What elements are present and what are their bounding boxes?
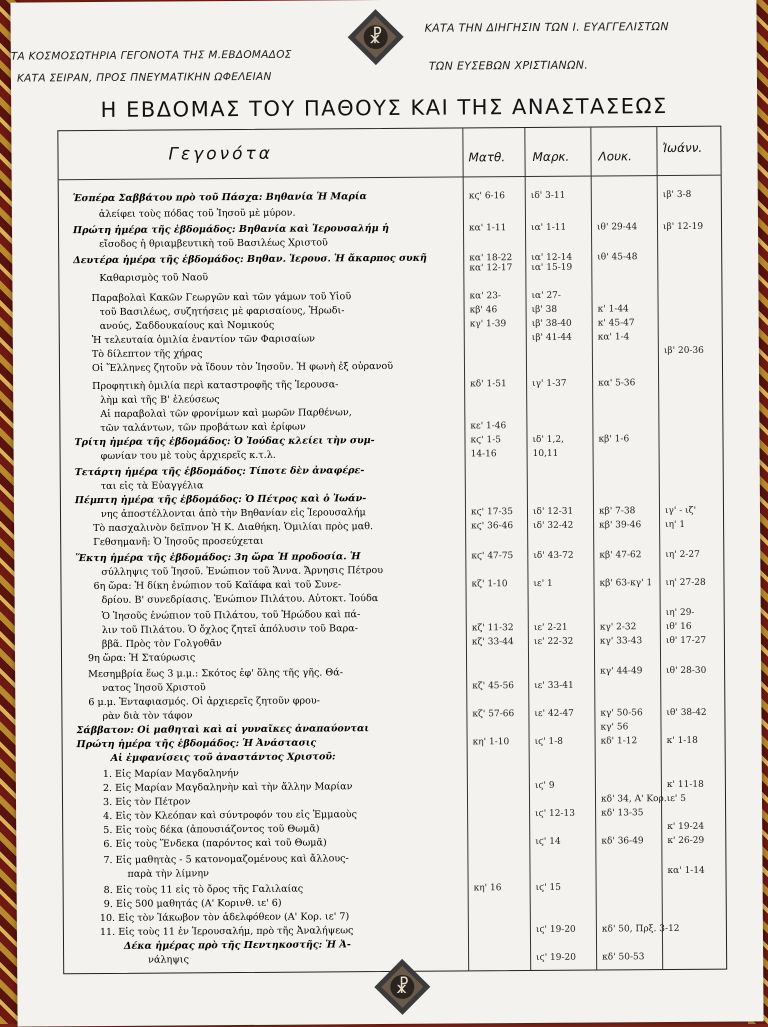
luke-ref: ιθ' 29-44 [596, 222, 638, 233]
event-text: 8. Εἰς τοὺς 11 εἰς τὸ ὄρος τῆς Γαλιλαίας [103, 883, 304, 896]
event-text: Τὸ δίλεπτον τῆς χήρας [91, 348, 203, 361]
event-text: φωνίαν του μὲ τοὺς ἀρχιερεῖς κ.τ.λ. [100, 449, 276, 462]
mark-ref: ιε' 33-41 [534, 680, 574, 691]
luke-ref: κβ' 39-46 [599, 520, 642, 531]
mark-ref: ιϛ' 1-8 [534, 736, 564, 747]
luke-ref: κδ' 36-49 [601, 836, 644, 847]
mark-ref: 10,11 [532, 448, 559, 459]
luke-ref: κδ' 34, Α' Κορ.ιε' 5 [600, 793, 686, 805]
event-text: τοῦ Βασιλέως, συζητήσεις μὲ φαρισαίους, Ἡρωδι- [99, 305, 345, 319]
mark-ref: ια' 15-19 [531, 262, 573, 273]
john-ref: κ' 1-18 [666, 735, 698, 747]
column-header-john: Ἰωάνν. [662, 140, 703, 156]
event-text: δρίου. Β' συνεδρίασις. Ἐνώπιον Πιλάτου. Αὐτοκτ. Ἰούδα [101, 593, 379, 606]
event-text: Αἱ ἐμφανίσεις τοῦ ἀναστάντος Χριστοῦ: [110, 751, 336, 764]
matthew-ref: κζ' 33-44 [471, 637, 514, 648]
matthew-ref: κϛ' 36-46 [471, 521, 514, 532]
event-text: 1. Εἰς Μαρίαν Μαγδαληνήν [102, 768, 239, 780]
john-ref: κ' 11-18 [666, 779, 704, 791]
event-text: παρὰ τὴν λίμνην [127, 868, 209, 880]
event-text: Τρίτη ἡμέρα τῆς ἑβδομάδος: Ὁ Ἰούδας κλείει τὴν συμ- [74, 435, 375, 449]
mark-ref: ιϛ' 12-13 [535, 808, 576, 819]
mark-ref: ιε' 22-32 [533, 636, 574, 647]
mark-ref: ιβ' 38 [531, 304, 558, 315]
event-text: 4. Εἰς τὸν Κλεόπαν καὶ σύντροφόν του εἰς Ἐμμαοὺς [103, 809, 358, 822]
luke-ref: κβ' 7-38 [598, 506, 636, 517]
event-text: 6. Εἰς τοὺς Ἕνδεκα (παρόντος καὶ τοῦ Θωμᾶ) [103, 837, 327, 850]
header-line1-right: ΚΑΤΑ ΤΗΝ ΔΙΗΓΗΣΙΝ ΤΩΝ Ι. ΕΥΑΓΓΕΛΙΣΤΩΝ [424, 20, 669, 35]
luke-ref: κ' 1-44 [597, 304, 629, 315]
matthew-ref: κδ' 1-51 [470, 379, 507, 390]
john-ref: ιθ' 28-30 [666, 665, 707, 677]
luke-ref: κδ' 1-12 [600, 736, 638, 747]
mark-ref: ιϛ' 9 [534, 780, 555, 791]
matthew-ref: κϛ' 17-35 [470, 507, 513, 518]
event-text: Δέκα ἡμέρας πρὸ τῆς Πεντηκοστῆς: Ἡ Ἀ- [123, 939, 351, 952]
matthew-ref: κβ' 46 [469, 305, 498, 316]
mark-ref: ιγ' 1-37 [532, 378, 567, 389]
event-text: Τὸ πασχαλινὸν δεῖπνον Ἡ Κ. Διαθήκη. Ὁμιλίαι πρὸς μαθ. [93, 521, 374, 535]
event-text: 11. Εἰς τοὺς 11 ἐν Ἱερουσαλήμ, πρὸ τῆς Ἀναλήψεως [99, 925, 354, 939]
event-text: Πρώτη ἡμέρα τῆς ἑβδομάδος: Βηθανία καὶ Ἱερουσαλήμ ἡ [72, 222, 390, 237]
event-text: Δευτέρα ἡμέρα τῆς ἑβδομάδος: Βηθαν. Ἱερουσ. Ἡ ἄκαρπος συκῆ [73, 252, 427, 267]
mark-ref: ιε' 2-21 [533, 622, 568, 633]
mark-ref: ια' 27- [531, 290, 561, 301]
event-text: 10. Εἰς τὸν Ἰάκωβον τὸν ἀδελφόθεον (Α' Κορ. ιε' 7) [99, 911, 350, 925]
matthew-ref: κζ' 45-56 [472, 681, 515, 692]
event-text: Σάββατον: Οἱ μαθηταὶ καὶ αἱ γυναῖκες ἀναπαύονται [76, 723, 369, 737]
event-text: λιν τοῦ Πιλάτου. Ὁ ὄχλος ζητεῖ ἀπόλυσιν τοῦ Βαρα- [101, 623, 358, 636]
column-header-matthew: Ματθ. [468, 150, 506, 165]
luke-ref: κγ' 2-32 [599, 622, 637, 633]
matthew-ref: κϛ' 1-5 [470, 435, 502, 446]
mark-ref: ιδ' 43-72 [533, 550, 574, 561]
john-ref: ιθ' 17-27 [665, 635, 707, 647]
john-ref: ιθ' 38-42 [666, 707, 707, 719]
luke-ref: κδ' 13-35 [601, 808, 644, 819]
event-text: Οἱ Ἕλληνες ζητοῦν νὰ ἴδουν τὸν Ἰησοῦν. Ἡ φωνὴ ἐξ οὐρανοῦ [91, 360, 394, 375]
event-text: 6 μ.μ. Ἐνταφιασμός. Οἱ ἀρχιερεῖς ζητοῦν φρου- [88, 695, 321, 709]
event-text: ανούς, Σαδδουκαίους καὶ Νομικούς [99, 319, 275, 333]
event-text: 3. Εἰς τὸν Πέτρον [102, 796, 191, 808]
mark-ref: ια' 12-14 [531, 252, 573, 263]
event-text: ται εἰς τὰ Εὐαγγέλια [100, 480, 204, 492]
matthew-ref: κζ' 57-66 [472, 709, 515, 720]
john-ref: ιη' 27-28 [665, 577, 706, 589]
mark-ref: ιβ' 41-44 [531, 332, 572, 343]
luke-ref: κβ' 1-6 [598, 434, 630, 445]
event-text: νάληψις [148, 954, 189, 966]
luke-ref: ιθ' 45-48 [597, 252, 638, 263]
event-text: ββᾶ. Πρὸς τὸν Γολγοθᾶν [101, 638, 222, 650]
matthew-ref: κα' 23- [469, 291, 502, 302]
luke-ref: κγ' 50-56 [600, 708, 643, 719]
event-text: 9η ὥρα: Ἡ Σταύρωσις [87, 652, 196, 665]
luke-ref: κ' 45-47 [597, 318, 635, 329]
mark-ref: ιδ' 1,2, [532, 434, 565, 445]
mark-ref: ια' 1-11 [530, 222, 567, 233]
event-text: 6η ὥρα: Ἡ δίκη ἐνώπιον τοῦ Καϊάφα καὶ τοῦ Συνε- [93, 579, 342, 593]
luke-ref: κγ' 44-49 [600, 666, 643, 677]
mark-ref: ιδ' 3-11 [530, 190, 566, 201]
chi-rho-emblem-top [346, 8, 404, 66]
mark-ref: ιϛ' 19-20 [535, 924, 576, 935]
mark-ref: ιδ' 12-31 [532, 506, 574, 517]
john-ref: ιβ' 20-36 [663, 345, 704, 357]
matthew-ref: κϛ' 6-16 [468, 191, 506, 202]
luke-ref: κδ' 50-53 [602, 952, 645, 963]
matthew-ref: κη' 1-10 [472, 737, 510, 748]
matthew-ref: κζ' 1-10 [471, 579, 508, 590]
mark-ref: ιϛ' 15 [535, 882, 562, 893]
matthew-ref: κγ' 1-39 [469, 319, 507, 330]
john-ref: ιη' 29- [665, 607, 695, 619]
event-text: ρὰν διὰ τὸν τάφον [102, 710, 193, 722]
matthew-ref: κζ' 11-32 [471, 623, 514, 634]
mark-ref: ιϛ' 19-20 [536, 952, 577, 963]
mark-ref: ιδ' 32-42 [533, 520, 574, 531]
matthew-ref: κη' 16 [473, 883, 502, 894]
events-table [57, 126, 727, 975]
john-ref: κ' 26-29 [667, 835, 705, 847]
column-header-luke: Λουκ. [598, 149, 632, 164]
matthew-ref: κα' 18-22 [469, 253, 513, 264]
event-text: Ἡ τελευταία ὁμιλία ἐναντίον τῶν Φαρισαίων [91, 333, 316, 347]
john-ref: ιβ' 12-19 [662, 221, 704, 233]
event-text: νης ἀποστέλλονται ἀπὸ τὴν Βηθανίαν εἰς Ἱερουσαλήμ [100, 507, 366, 520]
event-text: ἀλείφει τοὺς πόδας τοῦ Ἰησοῦ μὲ μύρον. [98, 207, 296, 221]
john-ref: ιη' 2-27 [665, 549, 700, 561]
john-ref: κ' 19-24 [667, 821, 705, 833]
event-text: Γεθσημανῆ: Ὁ Ἰησοῦς προσεύχεται [93, 535, 264, 549]
mark-ref: ιβ' 38-40 [531, 318, 572, 329]
svg-text:☧: ☧ [395, 976, 410, 998]
event-text: λὴμ καὶ τῆς Β' ἐλεύσεως [100, 394, 220, 406]
luke-ref: κγ' 33-43 [599, 636, 643, 647]
event-text: Μεσημβρία ἕως 3 μ.μ.: Σκότος ἐφ' ὅλης τῆς γῆς. Θά- [88, 667, 344, 681]
mark-ref: ιε' 1 [533, 578, 553, 589]
event-text: Τετάρτη ἡμέρα τῆς ἑβδομάδος: Τίποτε δὲν ἀναφέρε- [74, 465, 365, 479]
event-text: 7. Εἰς μαθητὰς - 5 κατονομαζομένους καὶ ἄλλους- [103, 853, 349, 866]
event-text: Πρώτη ἡμέρα τῆς ἑβδομάδος: Ἡ Ἀνάστασις [76, 737, 317, 751]
event-text: τῶν ταλάντων, τῶν προβάτων καὶ ἐρίφων [100, 421, 306, 434]
event-text: Αἱ παραβολαὶ τῶν φρονίμων καὶ μωρῶν Παρθένων, [100, 407, 352, 420]
matthew-ref: κε' 1-46 [470, 421, 507, 432]
event-text: Ὁ Ἰησοῦς ἐνώπιον τοῦ Πιλάτου, τοῦ Ἡρώδου καὶ πά- [101, 609, 361, 622]
page-title: Η ΕΒΔΟΜΑΣ ΤΟΥ ΠΑΘΟΥΣ ΚΑΙ ΤΗΣ ΑΝΑΣΤΑΣΕΩΣ [100, 94, 668, 122]
matthew-ref: κα' 1-11 [468, 223, 507, 234]
event-text: 2. Εἰς Μαρίαν Μαγδαληνὴν καὶ τὴν ἄλλην Μαρίαν [102, 781, 353, 794]
event-text: εἴσοδος ἡ θριαμβευτικὴ τοῦ Βασιλέως Χριστοῦ [99, 237, 328, 251]
matthew-ref: κϛ' 47-75 [471, 551, 514, 562]
john-ref: ιθ' 16 [665, 621, 692, 633]
luke-ref: κβ' 63-κγ' 1 [599, 578, 653, 589]
event-text: Πέμπτη ἡμέρα τῆς ἑβδομάδος: Ὁ Πέτρος καὶ ὁ Ἰωάν- [74, 493, 367, 507]
column-header-mark: Μαρκ. [532, 149, 570, 164]
event-text: Ἑσπέρα Σαββάτου πρὸ τοῦ Πάσχα: Βηθανία Ἡ Μαρία [72, 191, 367, 205]
luke-ref: κγ' 56 [600, 722, 629, 733]
mark-ref: ιϛ' 14 [535, 836, 561, 847]
paper-sheet [10, 0, 763, 1027]
header-line2-left: ΚΑΤΑ ΣΕΙΡΑΝ, ΠΡΟΣ ΠΝΕΥΜΑΤΙΚΗΝ ΩΦΕΛΕΙΑΝ [16, 70, 272, 85]
event-text: σύλληψις τοῦ Ἰησοῦ. Ἐνώπιον τοῦ Ἄννα. Ἄρνησις Πέτρου [101, 565, 384, 578]
event-text: νατος Ἰησοῦ Χριστοῦ [102, 682, 206, 694]
john-ref: ιβ' 3-8 [662, 189, 692, 201]
event-text: Προφητικὴ ὁμιλία περὶ καταστροφῆς τῆς Ἱερουσα- [92, 379, 339, 393]
event-text: Καθαρισμὸς τοῦ Ναοῦ [99, 272, 209, 285]
luke-ref: κβ' 47-62 [599, 550, 642, 561]
event-text: 5. Εἰς τοὺς δέκα (ἀπουσιάζοντος τοῦ Θωμᾶ) [103, 823, 320, 836]
column-header-events: Γεγονότα [168, 143, 274, 165]
svg-text:☧: ☧ [368, 27, 383, 49]
john-ref: ιη' 1 [665, 519, 686, 531]
event-text: Παραβολαὶ Κακῶν Γεωργῶν καὶ τῶν γάμων τοῦ Υἱοῦ [91, 291, 352, 305]
matthew-ref: κα' 12-17 [469, 263, 513, 274]
luke-ref: κα' 5-36 [598, 378, 636, 389]
luke-ref: κα' 1-4 [597, 332, 630, 343]
event-text: Ἕκτη ἡμέρα τῆς ἑβδομάδος: 3η ὥρα Ἡ προδοσία. Ἡ [75, 551, 361, 565]
john-ref: κα' 1-14 [667, 865, 705, 877]
matthew-ref: 14-16 [470, 449, 497, 460]
chi-rho-emblem-bottom [373, 958, 431, 1016]
mark-ref: ιε' 42-47 [534, 708, 574, 719]
luke-ref: κδ' 50, Πρξ. 3-12 [601, 923, 680, 935]
event-text: 9. Εἰς 500 μαθητάς (Α' Κορινθ. ιε' 6) [103, 897, 282, 910]
header-line1-left: ΤΑ ΚΟΣΜΟΣΩΤΗΡΙΑ ΓΕΓΟΝΟΤΑ ΤΗΣ Μ.ΕΒΔΟΜΑΔΟΣ [10, 48, 292, 63]
header-line2-right: ΤΩΝ ΕΥΣΕΒΩΝ ΧΡΙΣΤΙΑΝΩΝ. [428, 58, 589, 73]
john-ref: ιγ' - ιζ' [664, 505, 697, 517]
